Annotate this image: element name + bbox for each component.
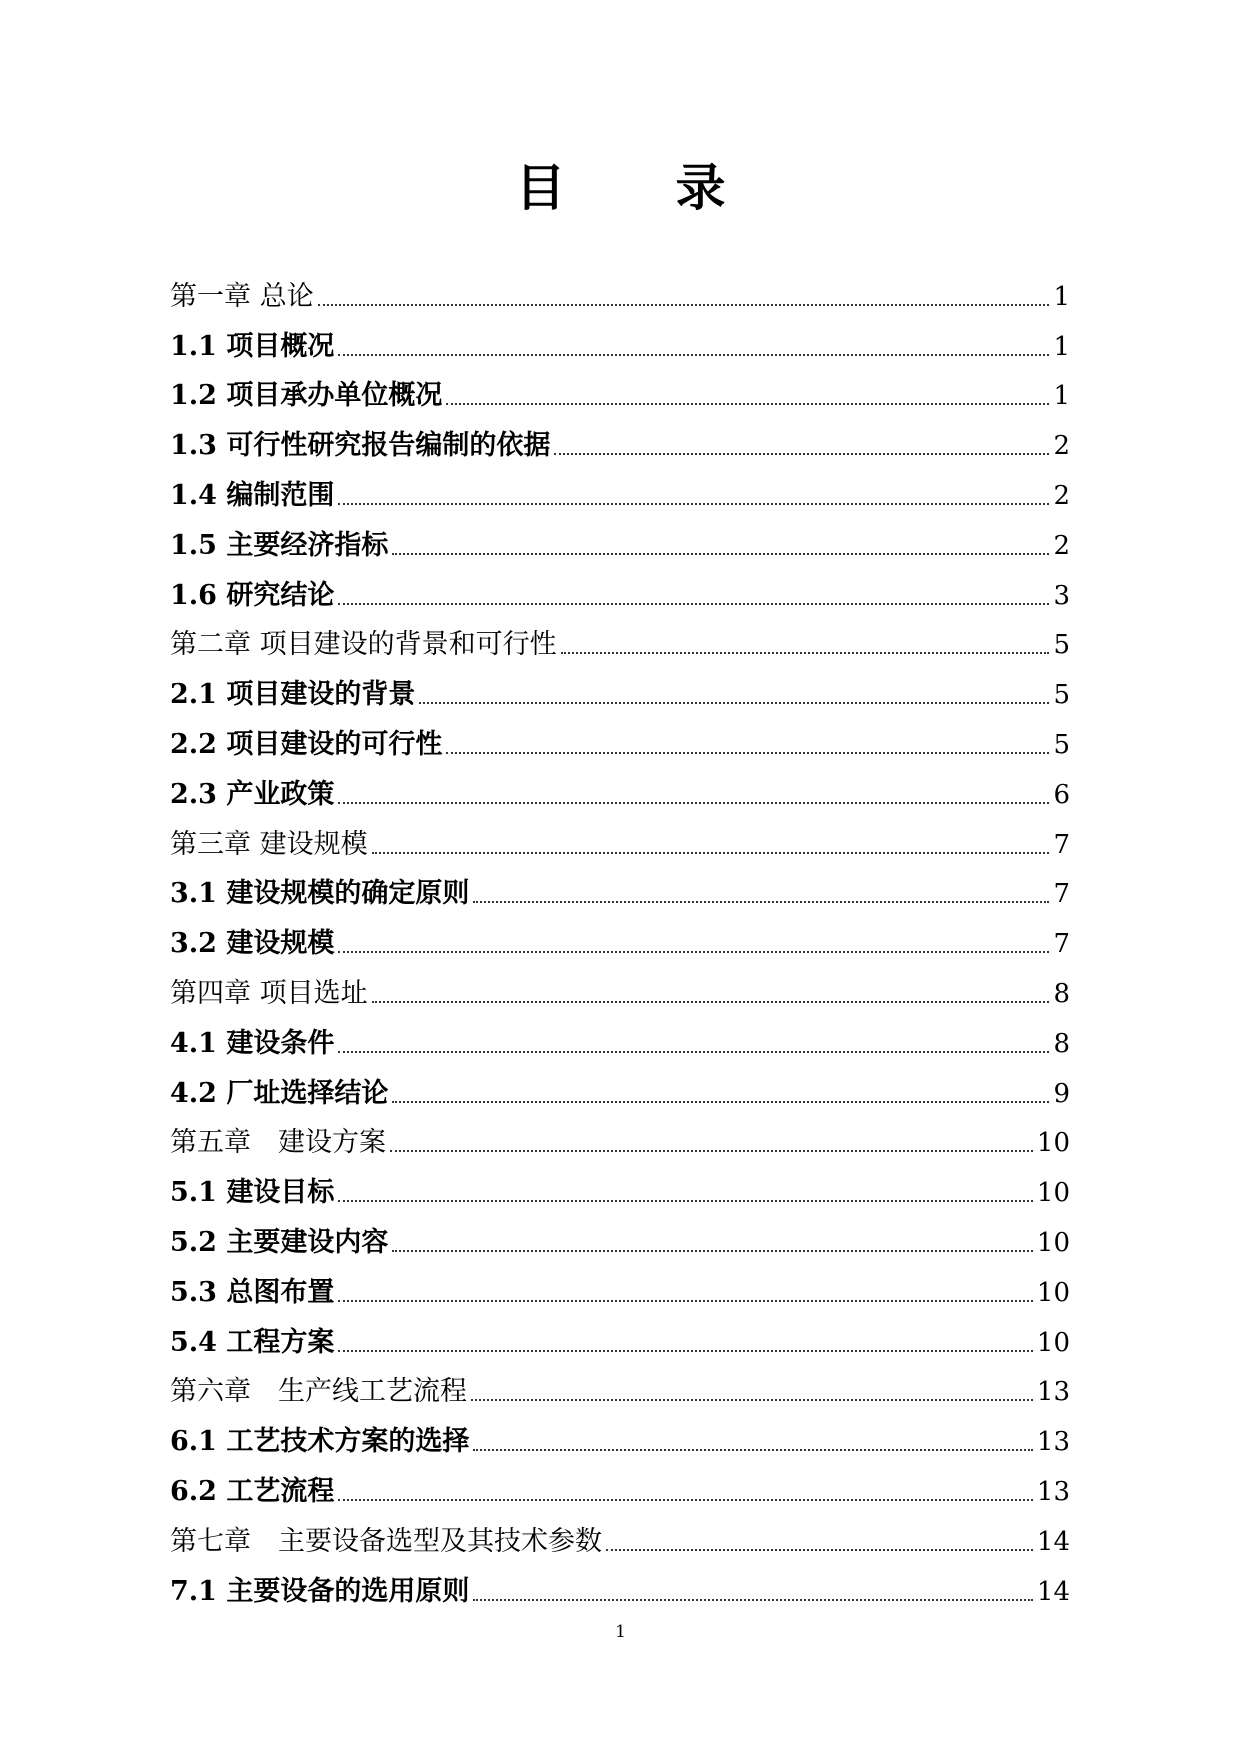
toc-entry-label: 第五章 建设方案 [170, 1127, 386, 1159]
dot-leader [561, 652, 1050, 654]
dot-leader [338, 1350, 1033, 1352]
toc-entry-label: 5.3 总图布置 [170, 1276, 335, 1308]
dot-leader [419, 702, 1049, 704]
toc-entry-label: 1.1 项目概况 [170, 330, 335, 362]
toc-entry-page-number: 8 [1053, 978, 1070, 1009]
toc-entry-label: 5.2 主要建设内容 [170, 1226, 389, 1258]
toc-entry-page-number: 13 [1036, 1476, 1070, 1507]
toc-section-entry[interactable] [170, 364, 1070, 414]
toc-section-entry[interactable] [170, 862, 1070, 912]
toc-section-entry[interactable] [170, 1310, 1070, 1360]
toc-section-entry[interactable] [170, 1559, 1070, 1609]
toc-entry-page-number: 5 [1053, 630, 1070, 661]
dot-leader [318, 304, 1050, 306]
dot-leader [338, 951, 1049, 953]
dot-leader [446, 403, 1049, 405]
toc-entry-label: 1.3 可行性研究报告编制的依据 [170, 430, 551, 462]
toc-section-entry[interactable] [170, 1459, 1070, 1509]
toc-entry-page-number: 7 [1053, 929, 1070, 960]
dot-leader [338, 802, 1049, 804]
toc-section-entry[interactable] [170, 413, 1070, 463]
table-of-contents [170, 264, 1070, 1609]
toc-entry-page-number: 13 [1036, 1377, 1070, 1408]
toc-entry-label: 1.4 编制范围 [170, 479, 335, 511]
dot-leader [338, 1200, 1033, 1202]
toc-entry-label: 2.2 项目建设的可行性 [170, 728, 443, 760]
toc-section-entry[interactable] [170, 1409, 1070, 1459]
dot-leader [473, 901, 1049, 903]
dot-leader [338, 1499, 1033, 1501]
toc-chapter-entry[interactable] [170, 1360, 1070, 1410]
dot-leader [338, 1300, 1033, 1302]
page-number: 1 [615, 1622, 626, 1642]
dot-leader [338, 1051, 1049, 1053]
toc-entry-page-number: 10 [1036, 1227, 1070, 1258]
toc-entry-label: 3.2 建设规模 [170, 928, 335, 960]
toc-entry-page-number: 10 [1036, 1178, 1070, 1209]
toc-entry-label: 4.1 建设条件 [170, 1027, 335, 1059]
toc-section-entry[interactable] [170, 1011, 1070, 1061]
toc-entry-page-number: 13 [1036, 1427, 1070, 1458]
toc-entry-label: 1.2 项目承办单位概况 [170, 380, 443, 412]
toc-entry-page-number: 5 [1053, 680, 1070, 711]
toc-section-entry[interactable] [170, 463, 1070, 513]
toc-entry-page-number: 2 [1053, 431, 1070, 462]
toc-chapter-entry[interactable] [170, 961, 1070, 1011]
toc-section-entry[interactable] [170, 513, 1070, 563]
toc-entry-label: 7.1 主要设备的选用原则 [170, 1575, 470, 1607]
dot-leader [390, 1150, 1033, 1152]
toc-entry-page-number: 6 [1053, 779, 1070, 810]
toc-chapter-entry[interactable] [170, 1509, 1070, 1559]
toc-entry-page-number: 10 [1036, 1277, 1070, 1308]
toc-section-entry[interactable] [170, 563, 1070, 613]
dot-leader [473, 1599, 1033, 1601]
toc-entry-label: 3.1 建设规模的确定原则 [170, 878, 470, 910]
toc-entry-label: 1.5 主要经济指标 [170, 529, 389, 561]
toc-chapter-entry[interactable] [170, 264, 1070, 314]
toc-entry-page-number: 8 [1053, 1028, 1070, 1059]
toc-section-entry[interactable] [170, 1210, 1070, 1260]
toc-entry-page-number: 1 [1053, 281, 1070, 312]
toc-section-entry[interactable] [170, 1260, 1070, 1310]
toc-section-entry[interactable] [170, 1061, 1070, 1111]
toc-entry-label: 第二章 项目建设的背景和可行性 [170, 629, 557, 661]
toc-chapter-entry[interactable] [170, 613, 1070, 663]
toc-entry-label: 5.1 建设目标 [170, 1177, 335, 1209]
toc-entry-page-number: 2 [1053, 480, 1070, 511]
toc-section-entry[interactable] [170, 662, 1070, 712]
toc-entry-label: 第七章 主要设备选型及其技术参数 [170, 1525, 602, 1557]
toc-entry-page-number: 10 [1036, 1327, 1070, 1358]
toc-entry-label: 6.1 工艺技术方案的选择 [170, 1426, 470, 1458]
toc-entry-page-number: 7 [1053, 879, 1070, 910]
toc-entry-label: 第一章 总论 [170, 280, 314, 312]
dot-leader [372, 852, 1050, 854]
toc-section-entry[interactable] [170, 911, 1070, 961]
dot-leader [392, 1101, 1049, 1103]
toc-entry-page-number: 5 [1053, 729, 1070, 760]
toc-entry-page-number: 2 [1053, 530, 1070, 561]
dot-leader [554, 453, 1049, 455]
toc-chapter-entry[interactable] [170, 812, 1070, 862]
toc-section-entry[interactable] [170, 314, 1070, 364]
dot-leader [446, 752, 1049, 754]
toc-chapter-entry[interactable] [170, 1111, 1070, 1161]
dot-leader [471, 1399, 1033, 1401]
toc-entry-label: 第四章 项目选址 [170, 977, 368, 1009]
dot-leader [392, 1250, 1033, 1252]
toc-entry-page-number: 14 [1036, 1576, 1070, 1607]
toc-entry-label: 2.3 产业政策 [170, 778, 335, 810]
dot-leader [606, 1549, 1033, 1551]
dot-leader [338, 354, 1049, 356]
toc-entry-page-number: 1 [1053, 331, 1070, 362]
toc-section-entry[interactable] [170, 1160, 1070, 1210]
toc-entry-page-number: 10 [1036, 1128, 1070, 1159]
toc-entry-label: 1.6 研究结论 [170, 579, 335, 611]
toc-entry-label: 4.2 厂址选择结论 [170, 1077, 389, 1109]
toc-entry-page-number: 7 [1053, 829, 1070, 860]
toc-entry-label: 第三章 建设规模 [170, 828, 368, 860]
dot-leader [473, 1449, 1033, 1451]
dot-leader [338, 503, 1049, 505]
toc-entry-page-number: 9 [1053, 1078, 1070, 1109]
toc-entry-label: 第六章 生产线工艺流程 [170, 1376, 467, 1408]
toc-entry-page-number: 14 [1036, 1526, 1070, 1557]
toc-entry-label: 2.1 项目建设的背景 [170, 679, 416, 711]
toc-title: 目 录 [515, 158, 756, 217]
toc-section-entry[interactable] [170, 762, 1070, 812]
dot-leader [372, 1001, 1050, 1003]
toc-entry-label: 5.4 工程方案 [170, 1326, 335, 1358]
toc-entry-page-number: 3 [1053, 580, 1070, 611]
toc-entry-page-number: 1 [1053, 381, 1070, 412]
toc-entry-label: 6.2 工艺流程 [170, 1475, 335, 1507]
toc-section-entry[interactable] [170, 712, 1070, 762]
dot-leader [338, 603, 1049, 605]
dot-leader [392, 553, 1049, 555]
